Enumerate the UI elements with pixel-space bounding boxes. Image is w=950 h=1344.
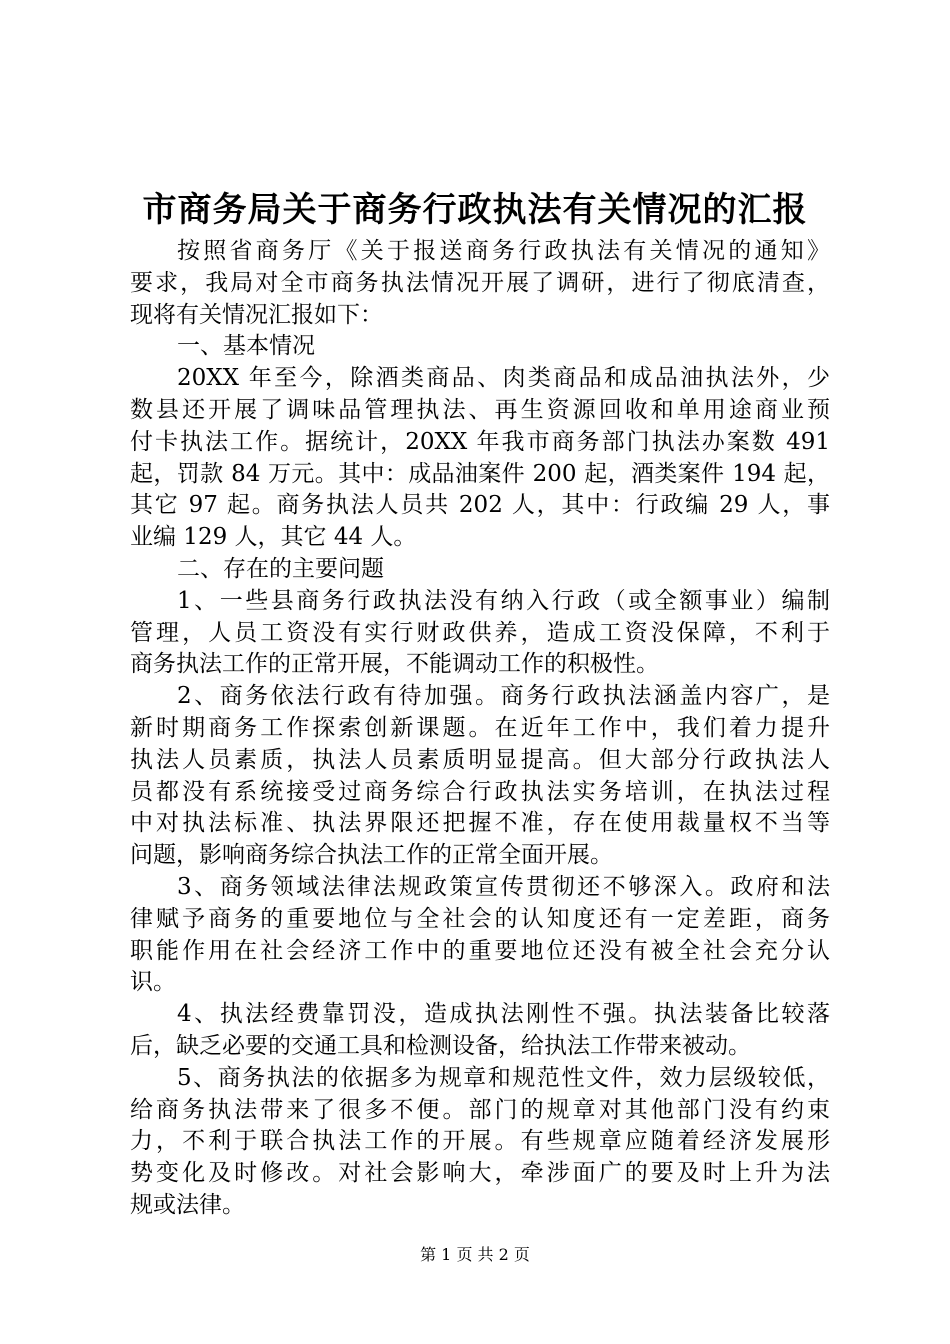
document-title: 市商务局关于商务行政执法有关情况的汇报 <box>142 190 808 230</box>
body-text-line: 起，罚款 84 万元。其中：成品油案件 200 起，酒类案件 194 起， <box>130 460 830 487</box>
body-text-line: 力，不利于联合执法工作的开展。有些规章应随着经济发展形 <box>130 1128 830 1155</box>
body-text-line: 要求，我局对全市商务执法情况开展了调研，进行了彻底清查， <box>130 269 830 296</box>
body-text-line: 业编 129 人，其它 44 人。 <box>130 524 417 551</box>
body-text-line: 商务执法工作的正常开展，不能调动工作的积极性。 <box>130 651 659 678</box>
body-text-line: 20XX 年至今，除酒类商品、肉类商品和成品油执法外，少 <box>177 365 830 392</box>
body-text-line: 5、商务执法的依据多为规章和规范性文件，效力层级较低， <box>177 1064 830 1091</box>
document-body <box>130 236 830 1222</box>
body-text-line: 数县还开展了调味品管理执法、再生资源回收和单用途商业预 <box>130 396 830 423</box>
body-text-line: 新时期商务工作探索创新课题。在近年工作中，我们着力提升 <box>130 714 830 741</box>
body-text-line: 一、基本情况 <box>177 333 315 360</box>
body-text-line: 1、一些县商务行政执法没有纳入行政（或全额事业）编制 <box>177 587 830 614</box>
body-text-line: 势变化及时修改。对社会影响大，牵涉面广的要及时上升为法 <box>130 1160 830 1187</box>
body-text-line: 现将有关情况汇报如下： <box>130 301 383 328</box>
body-text-line: 规或法律。 <box>130 1191 245 1218</box>
body-text-line: 执法人员素质，执法人员素质明显提高。但大部分行政执法人 <box>130 746 830 773</box>
body-text-line: 二、存在的主要问题 <box>177 555 384 582</box>
body-text-line: 其它 97 起。商务执法人员共 202 人，其中：行政编 29 人，事 <box>130 492 830 519</box>
body-text-line: 3、商务领域法律法规政策宣传贯彻还不够深入。政府和法 <box>177 873 830 900</box>
body-text-line: 管理，人员工资没有实行财政供养，造成工资没保障，不利于 <box>130 619 830 646</box>
body-text-line: 2、商务依法行政有待加强。商务行政执法涵盖内容广，是 <box>177 683 830 710</box>
body-text-line: 付卡执法工作。据统计，20XX 年我市商务部门执法办案数 491 <box>130 428 830 455</box>
page-footer: 第 1 页 共 2 页 <box>420 1245 530 1264</box>
body-text-line: 问题，影响商务综合执法工作的正常全面开展。 <box>130 842 613 869</box>
body-text-line: 律赋予商务的重要地位与全社会的认知度还有一定差距，商务 <box>130 905 830 932</box>
body-text-line: 4、执法经费靠罚没，造成执法刚性不强。执法装备比较落 <box>177 1001 830 1028</box>
body-text-line: 按照省商务厅《关于报送商务行政执法有关情况的通知》 <box>177 238 830 264</box>
body-text-line: 职能作用在社会经济工作中的重要地位还没有被全社会充分认 <box>130 937 830 964</box>
body-text-line: 员都没有系统接受过商务综合行政执法实务培训，在执法过程 <box>130 778 830 805</box>
body-text-line: 后，缺乏必要的交通工具和检测设备，给执法工作带来被动。 <box>130 1032 751 1059</box>
body-text-line: 识。 <box>130 969 176 996</box>
body-text-line: 中对执法标准、执法界限还把握不准，存在使用裁量权不当等 <box>130 810 830 837</box>
body-text-line: 给商务执法带来了很多不便。部门的规章对其他部门没有约束 <box>130 1096 830 1123</box>
